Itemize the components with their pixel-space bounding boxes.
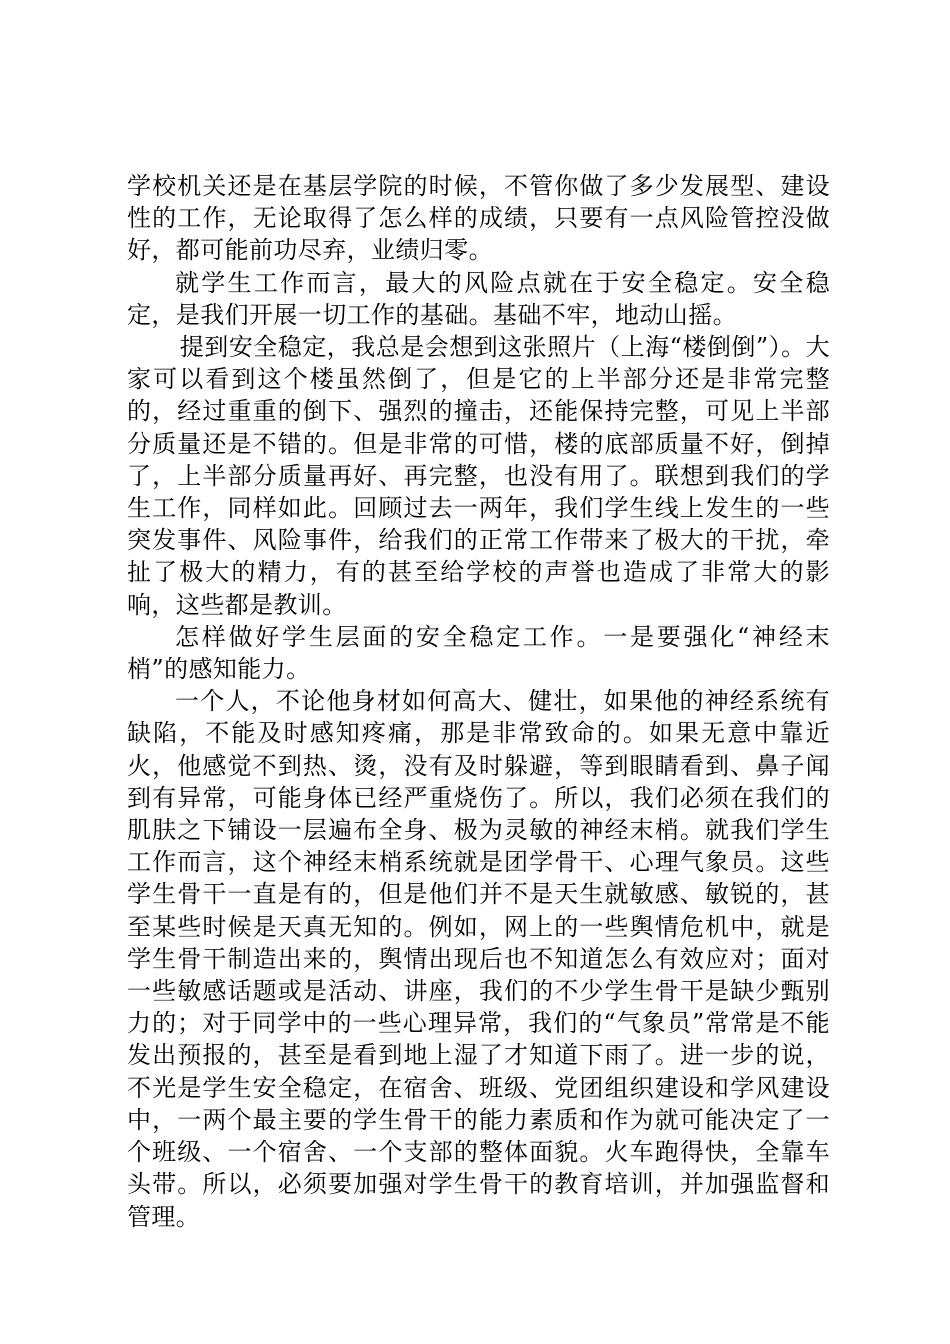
paragraph-building-photo: 提到安全稳定，我总是会想到这张照片（上海“楼倒倒”）。大家可以看到这个楼虽然倒了，但是它的上半部分还是非常完整的，经过重重的倒下、强烈的撞击，还能保持完整，可见上半部分质量还是不错的。但是非常的可惜，楼的底部质量不好，倒掉了，上半部分质量再好、再完整，也没有用了。联想到我们的学生工作，同样如此。回顾过去一两年，我们学生线上发生的一些突发事件、风险事件，给我们的正常工作带来了极大的干扰，牵扯了极大的精力，有的甚至给学校的声誉也造成了非常大的影响，这些都是教训。 — [127, 333, 830, 619]
paragraph-continuation: 学校机关还是在基层学院的时候，不管你做了多少发展型、建设性的工作，无论取得了怎么样的成绩，只要有一点风险管控没做好，都可能前功尽弃，业绩归零。 — [127, 172, 830, 265]
paragraph-risk-point: 就学生工作而言，最大的风险点就在于安全稳定。安全稳定，是我们开展一切工作的基础。基础不牢，地动山摇。 — [127, 268, 830, 329]
paragraph-nerve-endings: 一个人，不论他身材如何高大、健壮，如果他的神经系统有缺陷，不能及时感知疼痛，那是非常致命的。如果无意中靠近火，他感觉不到热、烫，没有及时躲避，等到眼睛看到、鼻子闻到有异常，可能身体已经严重烧伤了。所以，我们必须在我们的肌肤之下铺设一层遍布全身、极为灵敏的神经末梢。就我们学生工作而言，这个神经末梢系统就是团学骨干、心理气象员。这些学生骨干一直是有的，但是他们并不是天生就敏感、敏锐的，甚至某些时候是天真无知的。例如，网上的一些舆情危机中，就是学生骨干制造出来的，舆情出现后也不知道怎么有效应对；面对一些敏感话题或是活动、讲座，我们的不少学生骨干是缺少甄别力的；对于同学中的一些心理异常，我们的“气象员”常常是不能发出预报的，甚至是看到地上湿了才知道下雨了。进一步的说，不光是学生安全稳定，在宿舍、班级、党团组织建设和学风建设中，一两个最主要的学生骨干的能力素质和作为就可能决定了一个班级、一个宿舍、一个支部的整体面貌。火车跑得快，全靠车头带。所以，必须要加强对学生骨干的教育培训，并加强监督和管理。 — [127, 687, 830, 1231]
document-body — [127, 170, 830, 1233]
paragraph-how-to: 怎样做好学生层面的安全稳定工作。一是要强化“神经末梢”的感知能力。 — [127, 622, 830, 684]
